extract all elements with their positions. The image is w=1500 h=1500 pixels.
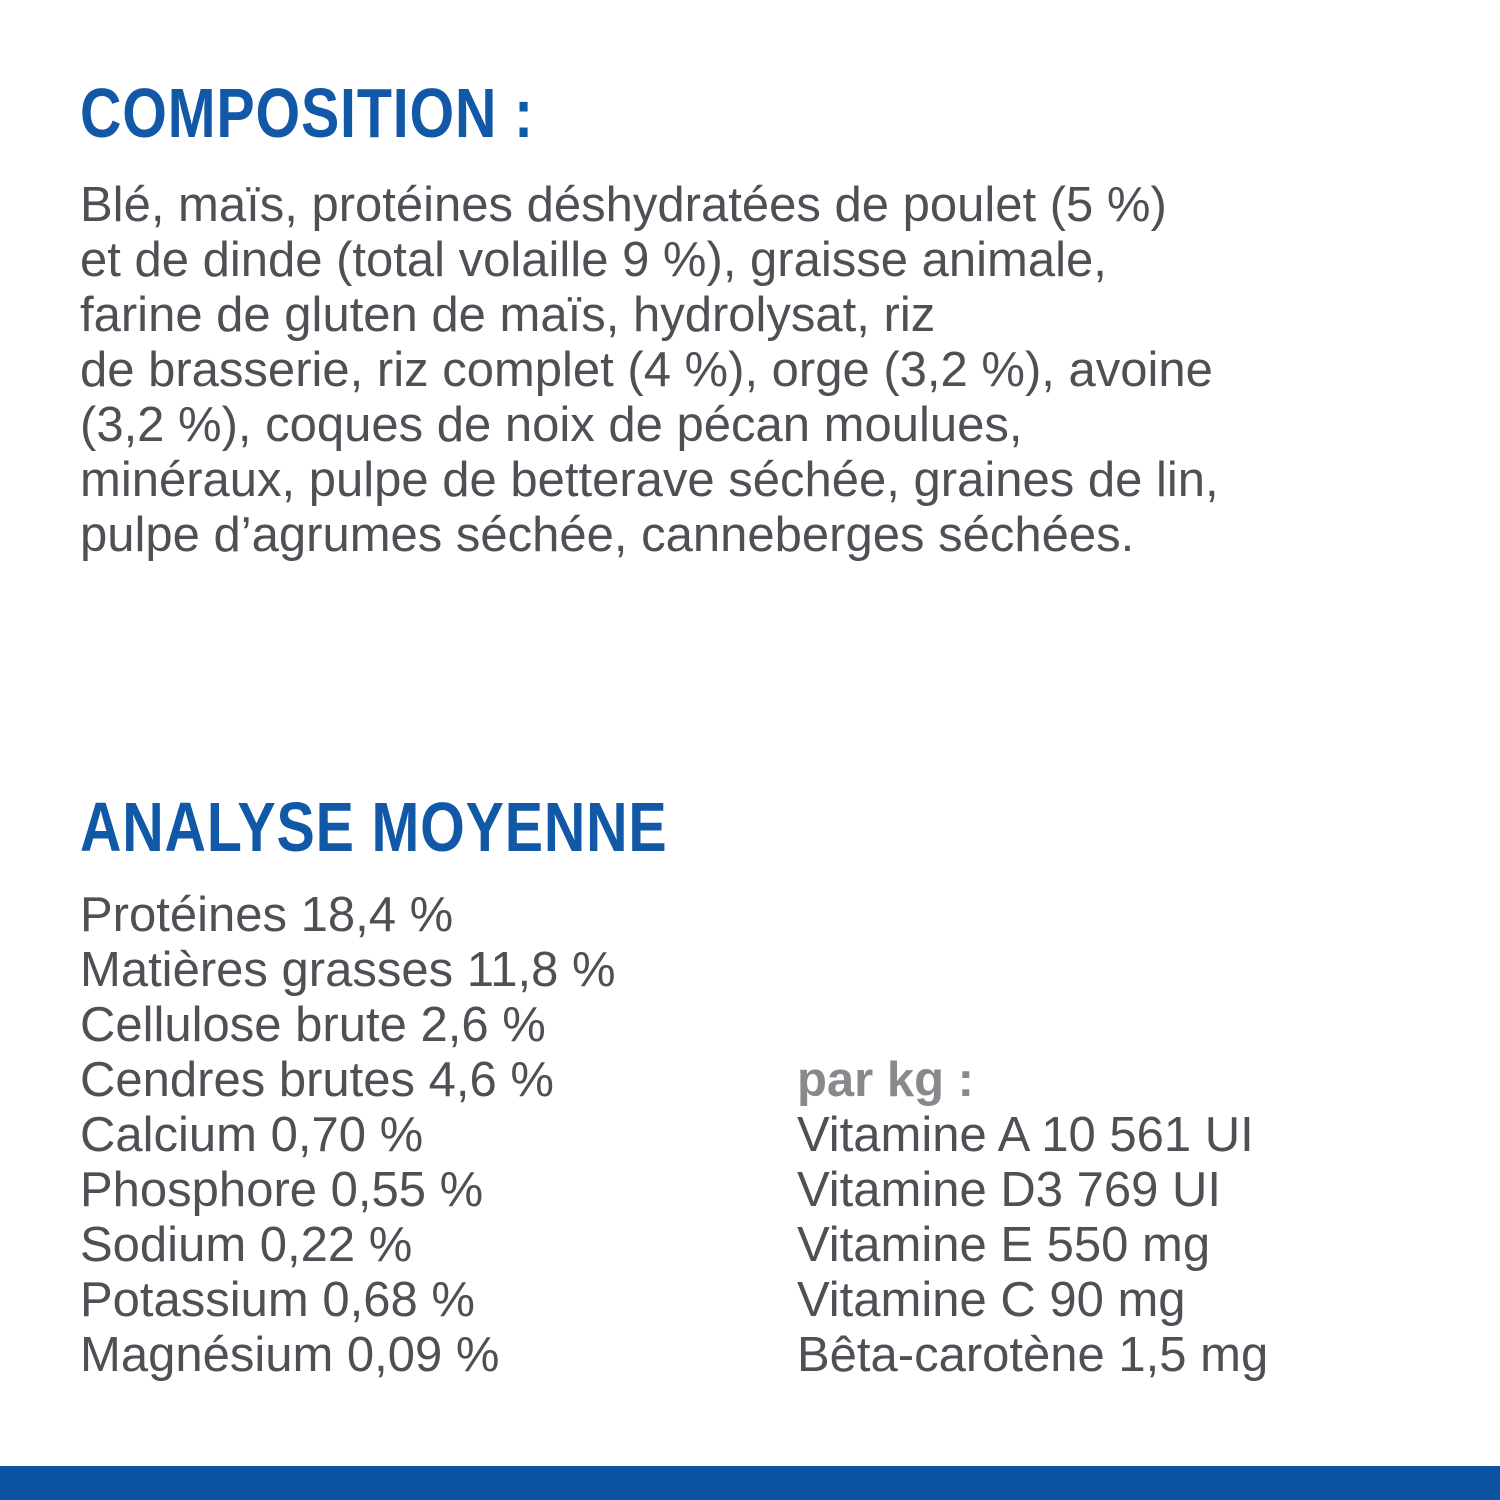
vitamin-value-line: Bêta-carotène 1,5 mg: [797, 1328, 1269, 1382]
composition-heading: COMPOSITION :: [80, 74, 534, 152]
analysis-value-line: Calcium 0,70 %: [80, 1108, 424, 1162]
analysis-value-line: Phosphore 0,55 %: [80, 1163, 484, 1217]
analysis-value-line: Cendres brutes 4,6 %: [80, 1053, 554, 1107]
vitamin-value-line: Vitamine C 90 mg: [797, 1273, 1186, 1327]
analysis-value-line: Potassium 0,68 %: [80, 1273, 475, 1327]
analysis-values-list: [80, 888, 616, 1383]
vitamin-value-line: Vitamine E 550 mg: [797, 1218, 1211, 1272]
per-kg-column: [797, 1053, 1268, 1383]
composition-ingredients-paragraph: [80, 178, 1219, 563]
per-kg-label: par kg :: [797, 1053, 974, 1107]
average-analysis-heading: ANALYSE MOYENNE: [80, 788, 668, 866]
analysis-value-line: Sodium 0,22 %: [80, 1218, 413, 1272]
composition-line: (3,2 %), coques de noix de pécan moulues,: [80, 398, 1023, 452]
composition-line: et de dinde (total volaille 9 %), graisse animale,: [80, 233, 1107, 287]
vitamin-value-line: Vitamine A 10 561 UI: [797, 1108, 1254, 1162]
composition-line: pulpe d’agrumes séchée, canneberges séchées.: [80, 508, 1135, 562]
analysis-value-line: Magnésium 0,09 %: [80, 1328, 500, 1382]
vitamins-list: [797, 1108, 1268, 1383]
bottom-blue-bar: [0, 1466, 1500, 1500]
vitamin-value-line: Vitamine D3 769 UI: [797, 1163, 1221, 1217]
analysis-value-line: Protéines 18,4 %: [80, 888, 454, 942]
composition-line: farine de gluten de maïs, hydrolysat, riz: [80, 288, 936, 342]
composition-line: minéraux, pulpe de betterave séchée, graines de lin,: [80, 453, 1219, 507]
analysis-value-line: Cellulose brute 2,6 %: [80, 998, 546, 1052]
composition-line: Blé, maïs, protéines déshydratées de poulet (5 %): [80, 178, 1167, 232]
composition-line: de brasserie, riz complet (4 %), orge (3,2 %), avoine: [80, 343, 1213, 397]
analysis-value-line: Matières grasses 11,8 %: [80, 943, 616, 997]
